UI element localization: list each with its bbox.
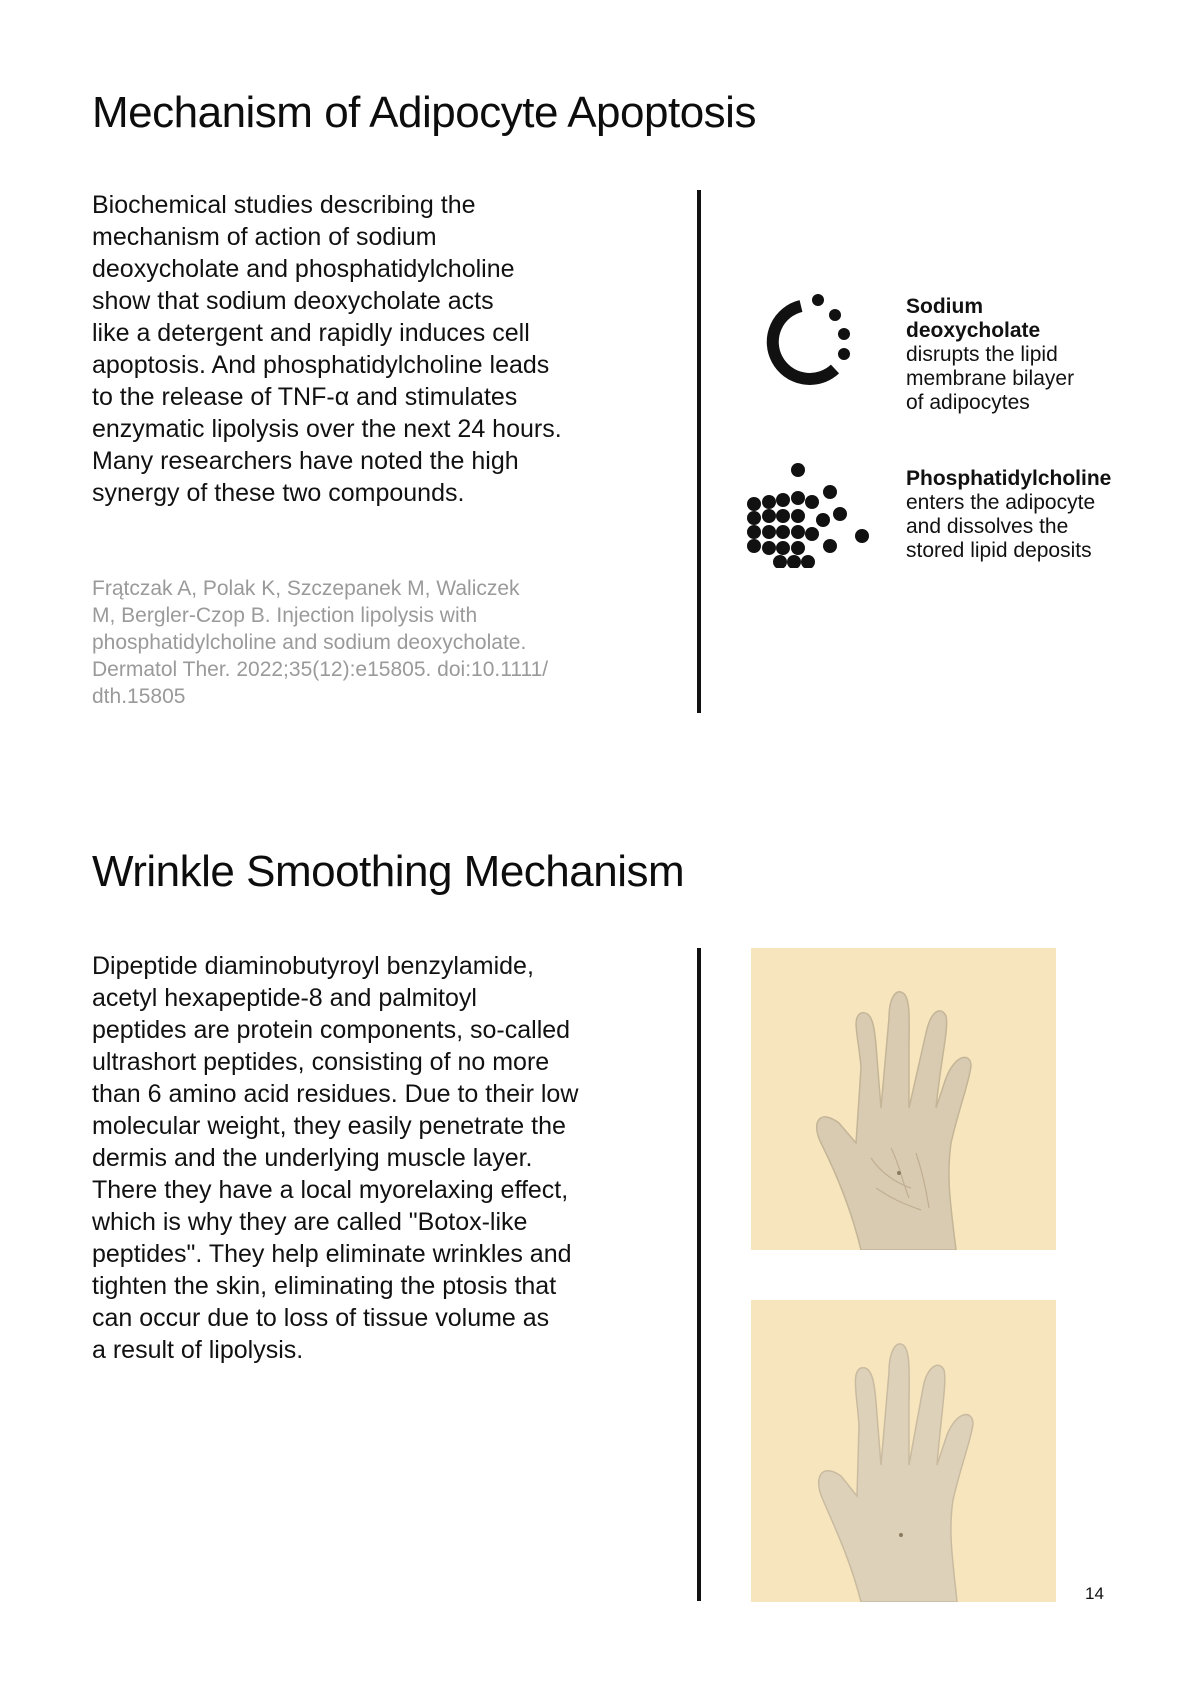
body-line: which is why they are called "Botox-like xyxy=(92,1208,528,1236)
legend-desc-line: stored lipid deposits xyxy=(906,539,1092,562)
body-line: There they have a local myorelaxing effect, xyxy=(92,1176,569,1204)
body-line: enzymatic lipolysis over the next 24 hours. xyxy=(92,415,562,443)
body-line: peptides are protein components, so-called xyxy=(92,1016,571,1044)
legend-desc-line: disrupts the lipid xyxy=(906,343,1058,366)
body-line: synergy of these two compounds. xyxy=(92,479,465,507)
hand-before-image xyxy=(751,948,1056,1250)
legend-title-line: Sodium xyxy=(906,295,983,318)
body-line: to the release of TNF-α and stimulates xyxy=(92,383,518,411)
reference-citation xyxy=(92,575,612,710)
reference-line: dth.15805 xyxy=(92,685,186,708)
body-line: apoptosis. And phosphatidylcholine leads xyxy=(92,351,550,379)
broken-ring-icon xyxy=(746,290,866,400)
legend-item-sodium-deoxycholate xyxy=(906,295,1176,415)
body-line: tighten the skin, eliminating the ptosis that xyxy=(92,1272,557,1300)
reference-line: Dermatol Ther. 2022;35(12):e15805. doi:10.1111/ xyxy=(92,658,549,681)
body-line: than 6 amino acid residues. Due to their low xyxy=(92,1080,579,1108)
legend-desc-line: membrane bilayer xyxy=(906,367,1075,390)
hand-illustration xyxy=(751,1300,1056,1602)
dot-cluster-icon xyxy=(746,458,876,568)
legend-item-phosphatidylcholine xyxy=(906,467,1176,563)
hand-illustration xyxy=(751,948,1056,1250)
section2-heading: Wrinkle Smoothing Mechanism xyxy=(92,847,685,896)
legend-title-line: Phosphatidylcholine xyxy=(906,467,1112,490)
section1-body xyxy=(92,189,652,509)
section1-heading: Mechanism of Adipocyte Apoptosis xyxy=(92,88,756,137)
body-line: dermis and the underlying muscle layer. xyxy=(92,1144,533,1172)
body-line: acetyl hexapeptide-8 and palmitoyl xyxy=(92,984,477,1012)
legend-desc-line: enters the adipocyte xyxy=(906,491,1096,514)
body-line: peptides". They help eliminate wrinkles and xyxy=(92,1240,572,1268)
body-line: deoxycholate and phosphatidylcholine xyxy=(92,255,515,283)
reference-line: M, Bergler-Czop B. Injection lipolysis with xyxy=(92,604,478,627)
body-line: ultrashort peptides, consisting of no more xyxy=(92,1048,550,1076)
legend-desc-line: and dissolves the xyxy=(906,515,1069,538)
body-line: mechanism of action of sodium xyxy=(92,223,437,251)
page-number: 14 xyxy=(1085,1584,1104,1603)
body-line: like a detergent and rapidly induces cell xyxy=(92,319,530,347)
vertical-divider xyxy=(697,190,701,713)
body-line: a result of lipolysis. xyxy=(92,1336,304,1364)
body-line: molecular weight, they easily penetrate the xyxy=(92,1112,566,1140)
legend-title-line: deoxycholate xyxy=(906,319,1041,342)
body-line: Dipeptide diaminobutyroyl benzylamide, xyxy=(92,952,534,980)
vertical-divider xyxy=(697,948,701,1601)
legend-desc-line: of adipocytes xyxy=(906,391,1030,414)
body-line: can occur due to loss of tissue volume as xyxy=(92,1304,550,1332)
reference-line: phosphatidylcholine and sodium deoxycholate. xyxy=(92,631,527,654)
hand-after-image xyxy=(751,1300,1056,1602)
body-line: Many researchers have noted the high xyxy=(92,447,519,475)
body-line: show that sodium deoxycholate acts xyxy=(92,287,494,315)
section2-body xyxy=(92,950,652,1366)
reference-line: Frątczak A, Polak K, Szczepanek M, Waliczek xyxy=(92,577,520,600)
body-line: Biochemical studies describing the xyxy=(92,191,476,219)
